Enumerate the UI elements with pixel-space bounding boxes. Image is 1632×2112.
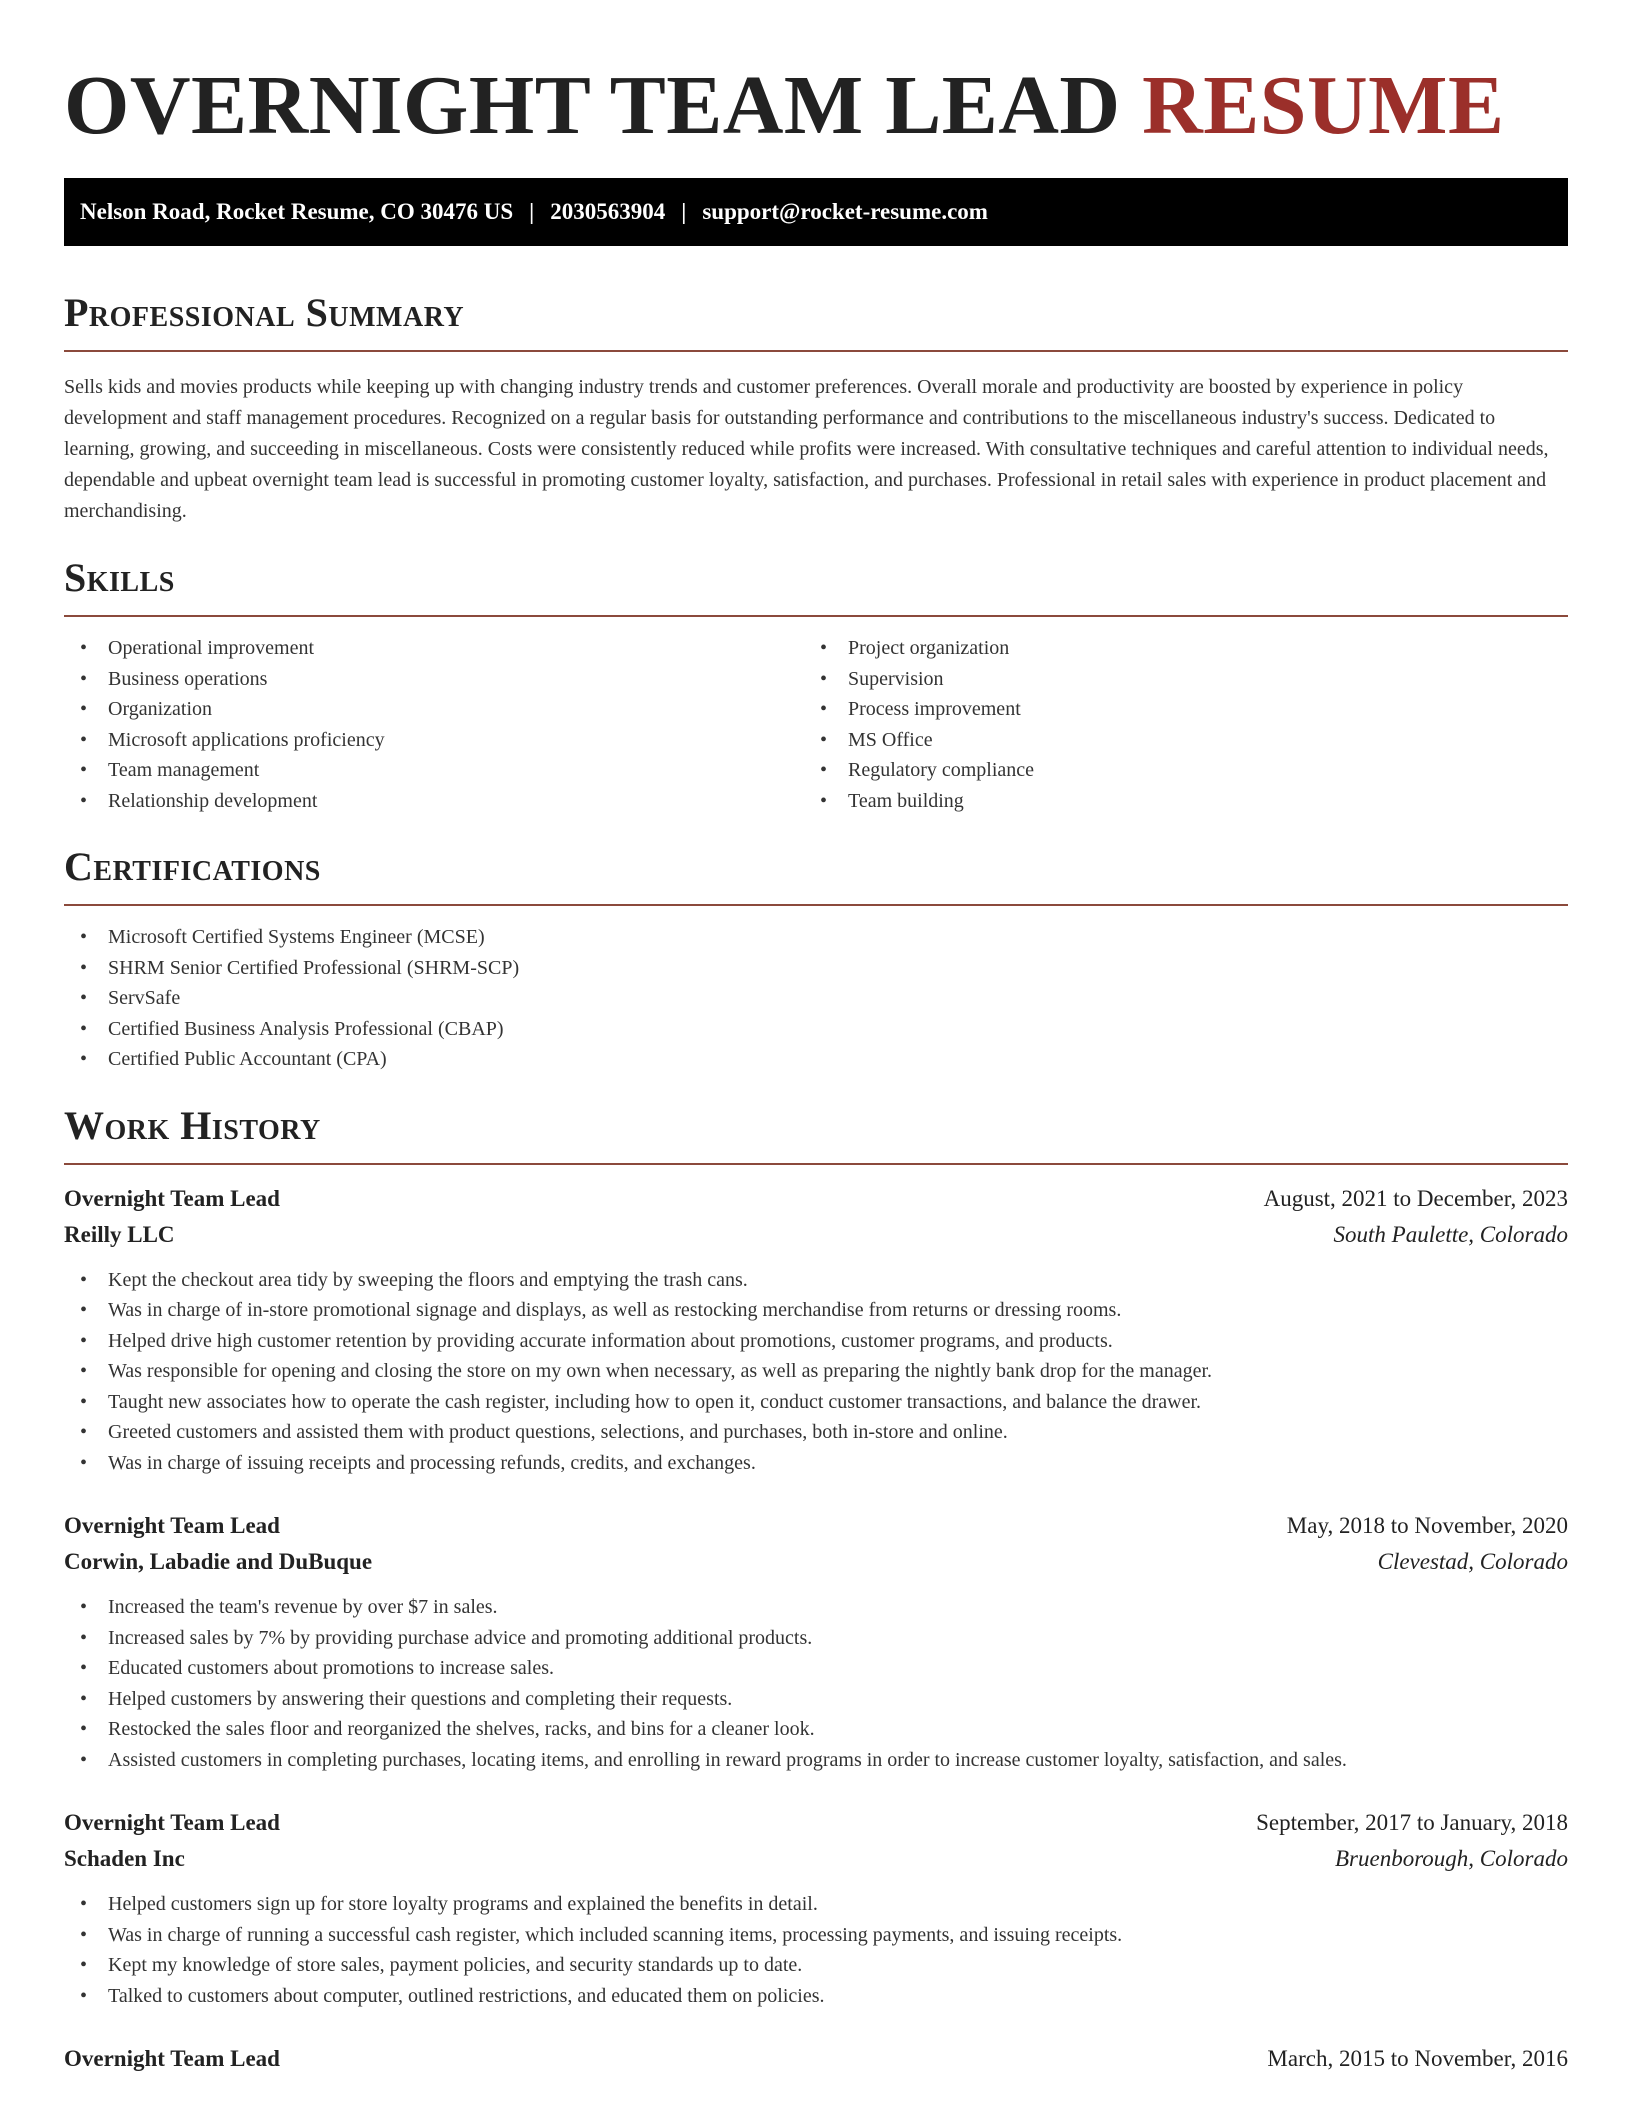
skills-section [64, 555, 1568, 816]
section-heading-skills: Skills [64, 555, 175, 600]
job-dates: September, 2017 to January, 2018 [1256, 1810, 1568, 1835]
skills-list-left [64, 633, 804, 816]
section-heading-certifications: Certifications [64, 844, 321, 889]
job-duty-item: • Restocked the sales floor and reorganized the shelves, racks, and bins for a cleaner look. [64, 1714, 1568, 1745]
summary-text: Sells kids and movies products while keeping up with changing industry trends and customer preferences. Overall morale and productivity are boosted by experience in policy development and staff management procedures. Recognized on a regular basis for outstanding performance and contributions to the miscellaneous industry's success. Dedicated to learning, growing, and succeeding in miscellaneous. Costs were consistently reduced while profits were increased. With consultative techniques and careful attention to individual needs, dependable and upbeat overnight team lead is successful in promoting customer loyalty, satisfaction, and purchases. Professional in retail sales with experience in product placement and merchandising. [64, 376, 1549, 522]
section-heading-summary: Professional Summary [64, 290, 465, 335]
job-entry [64, 1508, 1568, 1775]
job-company-row [64, 1841, 1568, 1877]
job-title-row [64, 1508, 1568, 1544]
section-divider [64, 904, 1568, 906]
job-duty-item: • Greeted customers and assisted them with product questions, selections, and purchases, both in-store and online. [64, 1417, 1568, 1448]
job-title: Overnight Team Lead [64, 1513, 280, 1538]
job-duty-item: • Helped customers by answering their questions and completing their requests. [64, 1684, 1568, 1715]
job-title-row [64, 2041, 1568, 2077]
contact-email: support@rocket-resume.com [702, 199, 988, 224]
job-title: Overnight Team Lead [64, 1810, 280, 1835]
job-entry [64, 2041, 1568, 2077]
section-divider [64, 1163, 1568, 1165]
skill-item: • Operational improvement [64, 633, 804, 664]
job-duty-item: • Was responsible for opening and closing the store on my own when necessary, as well as preparing the nightly bank drop for the manager. [64, 1356, 1568, 1387]
skill-item: • Project organization [804, 633, 1544, 664]
job-dates: August, 2021 to December, 2023 [1263, 1185, 1568, 1211]
job-title: Overnight Team Lead [64, 2046, 280, 2071]
work-history-section [64, 1103, 1568, 2078]
job-duty-item: • Increased the team's revenue by over $7 in sales. [64, 1592, 1568, 1623]
certification-item: • Certified Public Accountant (CPA) [64, 1044, 1568, 1075]
job-duty-item: • Increased sales by 7% by providing purchase advice and promoting additional products. [64, 1623, 1568, 1654]
job-duties-list [64, 1265, 1568, 1479]
job-duty-item: • Kept the checkout area tidy by sweeping the floors and emptying the trash cans. [64, 1265, 1568, 1296]
skill-item: • Business operations [64, 664, 804, 695]
skill-item: • Organization [64, 694, 804, 725]
certifications-list [64, 922, 1568, 1075]
job-company-row [64, 1544, 1568, 1580]
job-duty-item: • Educated customers about promotions to increase sales. [64, 1653, 1568, 1684]
skill-item: • Microsoft applications proficiency [64, 725, 804, 756]
job-duty-item: • Assisted customers in completing purchases, locating items, and enrolling in reward programs in order to increase customer loyalty, satisfaction, and sales. [64, 1745, 1568, 1776]
job-duty-item: • Was in charge of in-store promotional signage and displays, as well as restocking merchandise from returns or dressing rooms. [64, 1295, 1568, 1326]
job-duty-item: • Was in charge of running a successful cash register, which included scanning items, processing payments, and issuing receipts. [64, 1920, 1568, 1951]
job-duty-item: • Kept my knowledge of store sales, payment policies, and security standards up to date. [64, 1950, 1568, 1981]
job-duty-item: • Taught new associates how to operate the cash register, including how to open it, conduct customer transactions, and balance the drawer. [64, 1387, 1568, 1418]
title-main: OVERNIGHT TEAM LEAD [64, 59, 1121, 152]
section-divider [64, 350, 1568, 352]
job-company-row [64, 1217, 1568, 1253]
contact-separator: | [529, 199, 535, 224]
job-title-row [64, 1805, 1568, 1841]
resume-title [64, 0, 1568, 154]
job-location: Bruenborough, Colorado [1335, 1846, 1568, 1871]
job-entry [64, 1181, 1568, 1479]
job-company: Corwin, Labadie and DuBuque [64, 1549, 373, 1574]
job-entry [64, 1805, 1568, 2011]
skill-item: • Regulatory compliance [804, 755, 1544, 786]
job-company: Schaden Inc [64, 1846, 185, 1871]
skill-item: • Team management [64, 755, 804, 786]
skill-item: • Team building [804, 786, 1544, 817]
skills-columns [64, 617, 1568, 816]
job-location: Clevestad, Colorado [1377, 1549, 1568, 1574]
job-location: South Paulette, Colorado [1333, 1221, 1568, 1247]
skill-item: • Supervision [804, 664, 1544, 695]
job-duty-item: • Helped customers sign up for store loyalty programs and explained the benefits in detail. [64, 1889, 1568, 1920]
job-duty-item: • Was in charge of issuing receipts and processing refunds, credits, and exchanges. [64, 1448, 1568, 1479]
job-title-row [64, 1181, 1568, 1217]
job-duties-list [64, 1889, 1568, 2011]
skill-item: • Process improvement [804, 694, 1544, 725]
section-heading-work-history: Work History [64, 1102, 321, 1148]
certification-item: • Microsoft Certified Systems Engineer (MCSE) [64, 922, 1568, 953]
certification-item: • ServSafe [64, 983, 1568, 1014]
skill-item: • Relationship development [64, 786, 804, 817]
skill-item: • MS Office [804, 725, 1544, 756]
summary-section [64, 290, 1568, 527]
contact-phone: 2030563904 [550, 199, 666, 224]
job-title: Overnight Team Lead [64, 1185, 280, 1211]
certification-item: • Certified Business Analysis Professional (CBAP) [64, 1014, 1568, 1045]
title-accent: RESUME [1142, 59, 1505, 152]
certification-item: • SHRM Senior Certified Professional (SHRM-SCP) [64, 953, 1568, 984]
job-company: Reilly LLC [64, 1221, 175, 1247]
job-duties-list [64, 1592, 1568, 1775]
contact-address: Nelson Road, Rocket Resume, CO 30476 US [80, 199, 514, 224]
certifications-section [64, 844, 1568, 1075]
skills-list-right [804, 633, 1544, 816]
job-duty-item: • Talked to customers about computer, outlined restrictions, and educated them on policies. [64, 1981, 1568, 2012]
job-dates: May, 2018 to November, 2020 [1286, 1513, 1568, 1538]
contact-bar [64, 178, 1568, 246]
job-dates: March, 2015 to November, 2016 [1267, 2046, 1568, 2071]
contact-separator: | [681, 199, 687, 224]
job-duty-item: • Helped drive high customer retention by providing accurate information about promotions, customer programs, and products. [64, 1326, 1568, 1357]
